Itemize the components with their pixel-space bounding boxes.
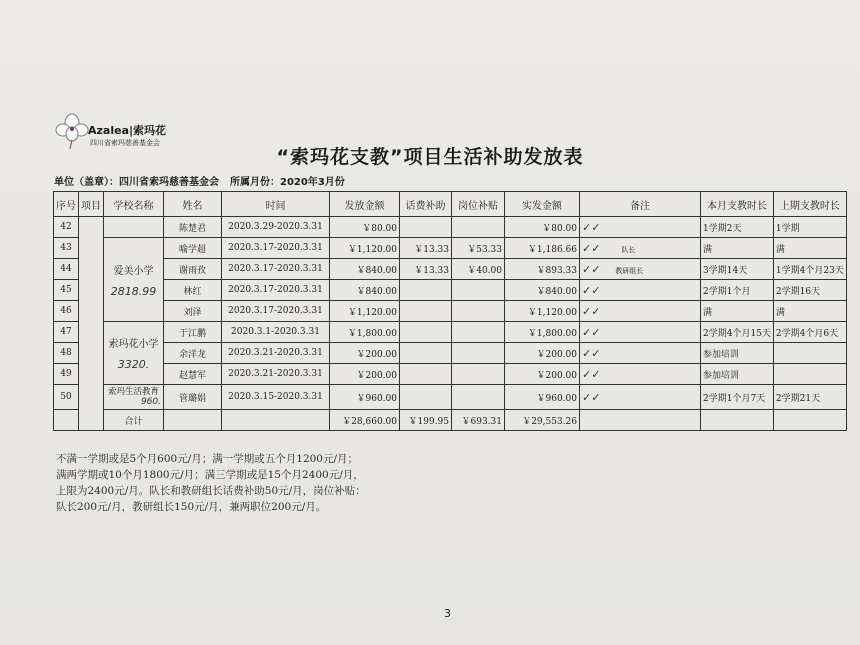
- check-mark-icon: ✓: [582, 367, 592, 381]
- phone-subsidy: [400, 301, 452, 322]
- post-subsidy: [452, 364, 505, 385]
- table-row: [54, 364, 847, 385]
- last-term: 满: [773, 301, 846, 322]
- table-row: [54, 343, 847, 364]
- total-actual-amount: ￥29,553.26: [505, 410, 580, 431]
- post-subsidy: [452, 217, 505, 238]
- actual-amount: ￥200.00: [505, 343, 580, 364]
- total-row: [54, 410, 847, 431]
- check-mark-icon: ✓: [591, 325, 601, 339]
- row-number: 48: [54, 343, 79, 364]
- check-mark-icon: ✓: [591, 390, 601, 404]
- issued-amount: ￥200.00: [330, 343, 400, 364]
- header-cell: 姓名: [164, 192, 222, 217]
- logo-brand-text: Azalea|索玛花: [88, 124, 167, 137]
- header-cell: 实发金额: [505, 192, 580, 217]
- period: 2020.3.1-2020.3.31: [222, 322, 330, 343]
- issued-amount: ￥1,120.00: [330, 301, 400, 322]
- row-number: 46: [54, 301, 79, 322]
- post-subsidy: ￥53.33: [452, 238, 505, 259]
- issued-amount: ￥80.00: [330, 217, 400, 238]
- this-term: 参加培训: [701, 364, 774, 385]
- post-subsidy: ￥40.00: [452, 259, 505, 280]
- teacher-name: 赵慧军: [164, 364, 222, 385]
- this-term: 满: [701, 238, 774, 259]
- row-number: 42: [54, 217, 79, 238]
- remark-cell: [580, 343, 701, 364]
- teacher-name: 刘泽: [164, 301, 222, 322]
- last-term: 2学期21天: [773, 385, 846, 410]
- last-term: [773, 364, 846, 385]
- school-name: 索玛生活教育: [107, 387, 159, 397]
- subsidy-table: [53, 191, 847, 431]
- check-mark-icon: ✓: [591, 304, 601, 318]
- remark-text: 教研组长: [615, 266, 644, 275]
- remark-cell: [580, 259, 701, 280]
- remark-cell: [580, 364, 701, 385]
- teacher-name: 余洋龙: [164, 343, 222, 364]
- row-number: 43: [54, 238, 79, 259]
- table-row: [54, 280, 847, 301]
- header-cell: 发放金额: [330, 192, 400, 217]
- total-post-subsidy: ￥693.31: [452, 410, 505, 431]
- post-subsidy: [452, 385, 505, 410]
- header-cell: 上期支教时长: [773, 192, 846, 217]
- this-term: 2学期1个月: [701, 280, 774, 301]
- remark-text: 队长: [621, 245, 636, 254]
- period: 2020.3.17-2020.3.31: [222, 280, 330, 301]
- header-cell: 岗位补贴: [452, 192, 505, 217]
- total-label: 合计: [104, 410, 164, 431]
- post-subsidy: [452, 301, 505, 322]
- total-empty: [701, 410, 774, 431]
- actual-amount: ￥200.00: [505, 364, 580, 385]
- this-term: 1学期2天: [701, 217, 774, 238]
- phone-subsidy: [400, 217, 452, 238]
- row-number: 44: [54, 259, 79, 280]
- header-cell: 话费补助: [400, 192, 452, 217]
- check-mark-icon: ✓: [582, 283, 592, 297]
- table-row: [54, 301, 847, 322]
- check-mark-icon: ✓: [591, 283, 601, 297]
- period: 2020.3.21-2020.3.31: [222, 364, 330, 385]
- total-empty: [580, 410, 701, 431]
- this-term: 2学期4个月15天: [701, 322, 774, 343]
- row-number: 45: [54, 280, 79, 301]
- check-mark-icon: ✓: [591, 367, 601, 381]
- remark-cell: [580, 280, 701, 301]
- total-empty: [773, 410, 846, 431]
- logo-subtitle: 四川省索玛慈善基金会: [90, 139, 160, 147]
- handwritten-subtotal: 3320.: [117, 358, 150, 371]
- school-name-suomahua: [104, 322, 164, 385]
- total-empty: [222, 410, 330, 431]
- check-mark-icon: ✓: [591, 220, 601, 234]
- check-mark-icon: ✓: [582, 241, 592, 255]
- phone-subsidy: [400, 385, 452, 410]
- actual-amount: ￥893.33: [505, 259, 580, 280]
- school-name: 爱美小学: [113, 265, 154, 277]
- phone-subsidy: ￥13.33: [400, 238, 452, 259]
- header-cell: 项目: [79, 192, 104, 217]
- remark-cell: [580, 322, 701, 343]
- school-name-shenghuo: [104, 385, 164, 410]
- page-number: 3: [444, 607, 451, 620]
- handwritten-subtotal: 960.: [140, 397, 161, 407]
- row-number: 47: [54, 322, 79, 343]
- table-row: [54, 238, 847, 259]
- actual-amount: ￥1,186.66: [505, 238, 580, 259]
- post-subsidy: [452, 343, 505, 364]
- actual-amount: ￥1,120.00: [505, 301, 580, 322]
- last-term: 2学期4个月6天: [773, 322, 846, 343]
- header-cell: 序号: [54, 192, 79, 217]
- check-mark-icon: ✓: [582, 325, 592, 339]
- total-issued-amount: ￥28,660.00: [330, 410, 400, 431]
- header-cell: 学校名称: [104, 192, 164, 217]
- period: 2020.3.17-2020.3.31: [222, 259, 330, 280]
- school-name: 索玛花小学: [108, 339, 159, 350]
- total-seq-empty: [54, 410, 79, 431]
- table-row: [54, 259, 847, 280]
- last-term: 2学期16天: [773, 280, 846, 301]
- this-term: 满: [701, 301, 774, 322]
- period: 2020.3.17-2020.3.31: [222, 301, 330, 322]
- this-term: 参加培训: [701, 343, 774, 364]
- phone-subsidy: [400, 343, 452, 364]
- actual-amount: ￥960.00: [505, 385, 580, 410]
- post-subsidy: [452, 322, 505, 343]
- school-name-aimei: [104, 238, 164, 322]
- remark-cell: [580, 385, 701, 410]
- total-empty: [164, 410, 222, 431]
- issued-amount: ￥200.00: [330, 364, 400, 385]
- check-mark-icon: ✓: [591, 241, 601, 255]
- check-mark-icon: ✓: [582, 262, 592, 276]
- issued-amount: ￥1,800.00: [330, 322, 400, 343]
- teacher-name: 林红: [164, 280, 222, 301]
- check-mark-icon: ✓: [582, 346, 592, 360]
- table-row: [54, 217, 847, 238]
- table-row: [54, 322, 847, 343]
- row-number: 50: [54, 385, 79, 410]
- phone-subsidy: [400, 322, 452, 343]
- period: 2020.3.29-2020.3.31: [222, 217, 330, 238]
- project-cell: [79, 217, 104, 431]
- teacher-name: 陈楚君: [164, 217, 222, 238]
- this-term: 2学期1个月7天: [701, 385, 774, 410]
- teacher-name: 喻学超: [164, 238, 222, 259]
- phone-subsidy: ￥13.33: [400, 259, 452, 280]
- remark-cell: [580, 301, 701, 322]
- check-mark-icon: ✓: [591, 262, 601, 276]
- last-term: 1学期4个月23天: [773, 259, 846, 280]
- period: 2020.3.15-2020.3.31: [222, 385, 330, 410]
- actual-amount: ￥80.00: [505, 217, 580, 238]
- actual-amount: ￥840.00: [505, 280, 580, 301]
- issued-amount: ￥840.00: [330, 259, 400, 280]
- check-mark-icon: ✓: [582, 304, 592, 318]
- issued-amount: ￥840.00: [330, 280, 400, 301]
- remark-cell: [580, 238, 701, 259]
- last-term: [773, 343, 846, 364]
- phone-subsidy: [400, 280, 452, 301]
- check-mark-icon: ✓: [582, 390, 592, 404]
- teacher-name: 于江鹏: [164, 322, 222, 343]
- actual-amount: ￥1,800.00: [505, 322, 580, 343]
- phone-subsidy: [400, 364, 452, 385]
- document-title: “索玛花支教”项目生活补助发放表: [276, 146, 584, 168]
- header-cell: 时间: [222, 192, 330, 217]
- teacher-name: 管璐娟: [164, 385, 222, 410]
- last-term: 满: [773, 238, 846, 259]
- table-row: [54, 385, 847, 410]
- month-line: 所属月份：2020年3月份: [230, 177, 345, 188]
- subsidy-rules-note: 不满一学期或是5个月600元/月；满一学期或五个月1200元/月；满两学期或10个月1800元/月；满三学期或是15个月2400元/月，上限为2400元/月。队长和教研组长话费补助50元/月，岗位补贴：队长200元/月，教研组长150元/月，兼两职位200元/月。: [56, 453, 366, 513]
- period: 2020.3.21-2020.3.31: [222, 343, 330, 364]
- last-term: 1学期: [773, 217, 846, 238]
- check-mark-icon: ✓: [591, 346, 601, 360]
- check-mark-icon: ✓: [582, 220, 592, 234]
- period: 2020.3.17-2020.3.31: [222, 238, 330, 259]
- row-number: 49: [54, 364, 79, 385]
- header-cell: 备注: [580, 192, 701, 217]
- school-cell-empty: [104, 217, 164, 238]
- total-phone-subsidy: ￥199.95: [400, 410, 452, 431]
- table-header-row: [54, 192, 847, 217]
- this-term: 3学期14天: [701, 259, 774, 280]
- post-subsidy: [452, 280, 505, 301]
- header-cell: 本月支教时长: [701, 192, 774, 217]
- issued-amount: ￥1,120.00: [330, 238, 400, 259]
- remark-cell: [580, 217, 701, 238]
- teacher-name: 谢雨孜: [164, 259, 222, 280]
- handwritten-subtotal: 2818.99: [110, 284, 157, 298]
- issued-amount: ￥960.00: [330, 385, 400, 410]
- unit-line: 单位（盖章）：四川省索玛慈善基金会: [54, 177, 219, 188]
